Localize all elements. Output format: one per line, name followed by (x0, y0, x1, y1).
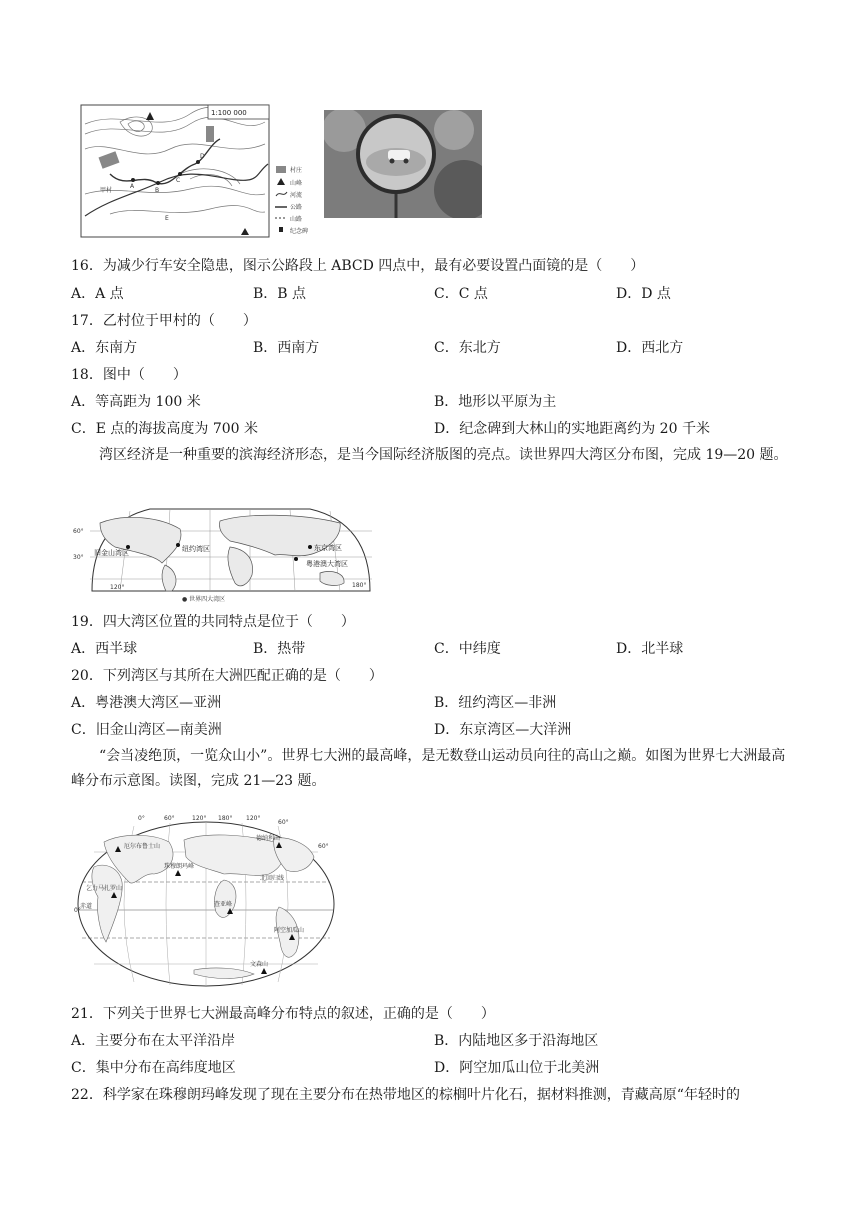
q16-stem: 16．为减少行车安全隐患，图示公路段上 ABCD 四点中，最有必要设置凸面镜的是（ ） (71, 258, 645, 274)
q18-option-b[interactable]: B．地形以平原为主 (434, 394, 557, 410)
q17-option-d[interactable]: D．西北方 (616, 340, 684, 356)
peak-elbrus: 厄尔布鲁士山 (124, 843, 161, 850)
peak-denali: 德纳利山 (256, 835, 281, 842)
bay-lat-30: 30° (73, 554, 84, 561)
topo-label-b: B (155, 187, 160, 194)
topo-label-a: A (130, 183, 135, 190)
q19-option-c[interactable]: C．中纬度 (434, 641, 501, 657)
q17-option-c[interactable]: C．东北方 (434, 340, 501, 356)
peaks-lon-120: 120° (192, 815, 207, 822)
q16-option-a[interactable]: A．A 点 (71, 286, 124, 302)
topo-label-jiacun: 甲村 (100, 187, 113, 194)
q20-stem: 20．下列湾区与其所在大洲匹配正确的是（ ） (71, 668, 383, 684)
topo-legend-drawing (270, 160, 310, 238)
q19-stem: 19．四大湾区位置的共同特点是位于（ ） (71, 614, 355, 630)
peak-puncak-jaya: 查亚峰 (214, 901, 233, 908)
q18-stem: 18．图中（ ） (71, 367, 187, 383)
bay-label-tokyo: 东京湾区 (314, 544, 342, 552)
bay-lon-180: 180° (352, 582, 367, 589)
q21-option-c[interactable]: C．集中分布在高纬度地区 (71, 1060, 236, 1076)
topo-label-c: C (176, 177, 181, 184)
topo-map-drawing (80, 104, 270, 238)
legend-village: 村庄 (290, 167, 303, 174)
bay-lat-60: 60° (73, 528, 84, 535)
q19-option-b[interactable]: B．热带 (253, 641, 306, 657)
q21-option-d[interactable]: D．阿空加瓜山位于北美洲 (434, 1060, 600, 1076)
convex-mirror-photo (324, 110, 482, 218)
peaks-lon-0: 0° (138, 815, 145, 822)
peaks-lon-120w: 120° (246, 815, 261, 822)
q22-stem: 22．科学家在珠穆朗玛峰发现了现在主要分布在热带地区的棕榈叶片化石，据材料推测，青藏高原“年轻时的 (71, 1087, 740, 1103)
q18-option-d[interactable]: D．纪念碑到大林山的实地距离约为 20 千米 (434, 421, 710, 437)
topo-label-d: D (200, 153, 205, 160)
topo-legend (270, 160, 310, 238)
q16-option-b[interactable]: B．B 点 (253, 286, 307, 302)
q16-option-c[interactable]: C．C 点 (434, 286, 488, 302)
bay-map-drawing (70, 503, 380, 603)
peaks-map-drawing (74, 812, 338, 990)
q21-option-a[interactable]: A．主要分布在太平洋沿岸 (71, 1033, 236, 1049)
q17-option-b[interactable]: B．西南方 (253, 340, 320, 356)
peak-kilimanjaro: 乞力马扎罗山 (86, 885, 123, 892)
q18-option-a[interactable]: A．等高距为 100 米 (71, 394, 201, 410)
bay-label-newyork: 纽约湾区 (182, 545, 210, 553)
peaks-lon-60: 60° (164, 815, 175, 822)
topo-map (80, 104, 270, 238)
peaks-lon-60w: 60° (278, 819, 289, 826)
q17-option-a[interactable]: A．东南方 (71, 340, 138, 356)
q20-option-b[interactable]: B．纽约湾区—非洲 (434, 695, 557, 711)
bay-caption: ● 世界四大湾区 (182, 596, 226, 603)
peaks-lon-180: 180° (218, 815, 233, 822)
q21-option-b[interactable]: B．内陆地区多于沿海地区 (434, 1033, 599, 1049)
intro-19-20: 湾区经济是一种重要的滨海经济形态，是当今国际经济版图的亮点。读世界四大湾区分布图，完成 19—20 题。 (99, 447, 788, 463)
peak-aconcagua: 阿空加瓜山 (274, 927, 305, 934)
topo-scale: 1:100 000 (211, 109, 247, 117)
q19-option-d[interactable]: D．北半球 (616, 641, 684, 657)
intro-21-23: “会当凌绝顶，一览众山小”。世界七大洲的最高峰，是无数登山运动员向往的高山之巅。如图为世界七大洲最高峰分布示意图。读图，完成 21—23 题。 (71, 748, 786, 789)
peak-vinson: 文森山 (250, 961, 269, 968)
seven-peaks-map (74, 812, 338, 990)
bay-label-guangdong: 粤港澳大湾区 (306, 560, 348, 568)
mirror-photo-drawing (324, 110, 482, 218)
legend-road: 公路 (290, 204, 303, 211)
tropic-label: 北回归线 (260, 875, 285, 882)
legend-path: 山路 (290, 216, 303, 223)
q20-option-d[interactable]: D．东京湾区—大洋洲 (434, 722, 572, 738)
q18-option-c[interactable]: C．E 点的海拔高度为 700 米 (71, 421, 259, 437)
q20-option-c[interactable]: C．旧金山湾区—南美洲 (71, 722, 222, 738)
q21-stem: 21．下列关于世界七大洲最高峰分布特点的叙述，正确的是（ ） (71, 1006, 495, 1022)
peaks-lat-0: 0° (74, 907, 81, 914)
legend-monument: 纪念碑 (290, 228, 309, 235)
legend-river: 河流 (290, 192, 303, 199)
peak-everest: 珠穆朗玛峰 (164, 863, 195, 870)
bay-lon-120: 120° (110, 584, 125, 591)
bay-area-map (70, 503, 380, 603)
bay-label-sanfrancisco: 旧金山湾区 (94, 549, 129, 557)
peaks-lat-60: 60° (318, 843, 329, 850)
q17-stem: 17．乙村位于甲村的（ ） (71, 313, 257, 329)
topo-label-e: E (165, 215, 169, 222)
q19-option-a[interactable]: A．西半球 (71, 641, 138, 657)
q20-option-a[interactable]: A．粤港澳大湾区—亚洲 (71, 695, 222, 711)
equator-label: 赤道 (80, 903, 93, 910)
q16-option-d[interactable]: D．D 点 (616, 286, 671, 302)
legend-peak: 山峰 (290, 180, 303, 187)
